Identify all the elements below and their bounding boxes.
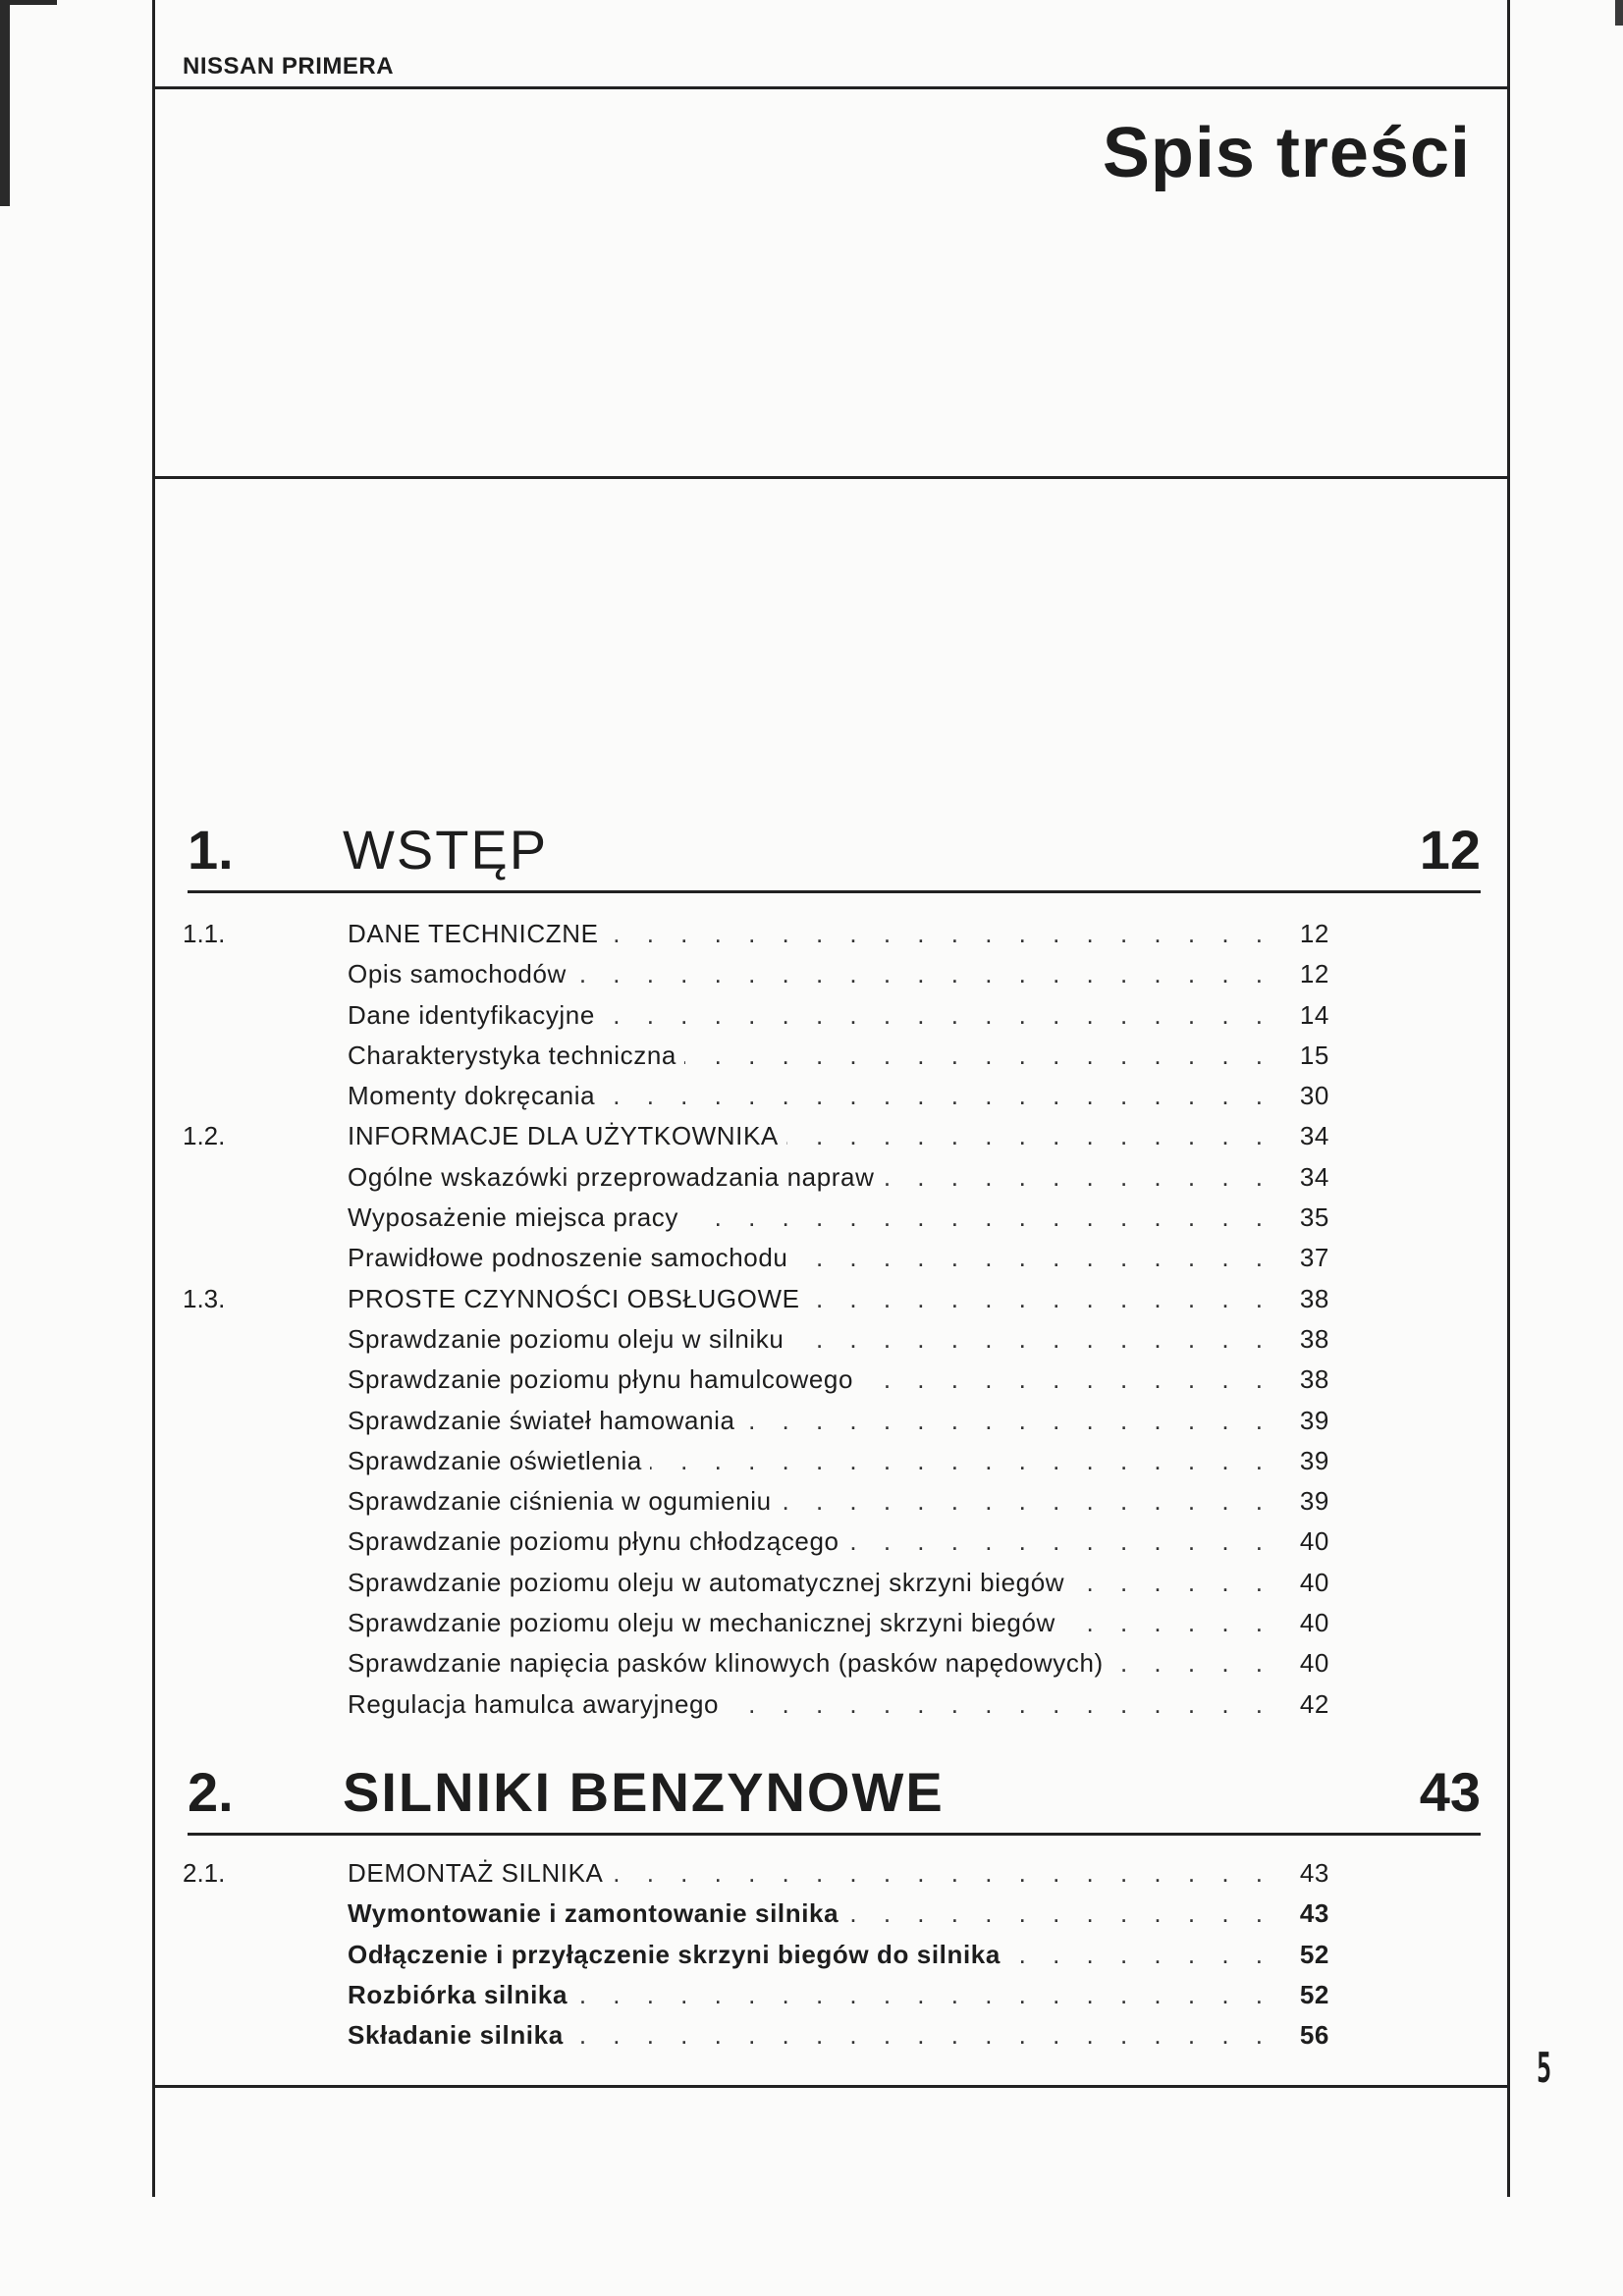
toc-entry-line [348, 1607, 1329, 1638]
dot-leader [575, 1979, 1272, 2010]
toc-entry-label: Sprawdzanie napięcia pasków klinowych (pasków napędowych) [348, 1648, 1104, 1679]
toc-entry-page: 40 [1299, 1526, 1329, 1557]
toc-entry-label: Sprawdzanie ciśnienia w ogumieniu [348, 1486, 772, 1517]
toc-entry-label: Odłączenie i przyłączenie skrzyni biegów do silnika [348, 1939, 1001, 1969]
toc-entry-page: 52 [1299, 1979, 1329, 2009]
chapter-page: 12 [1419, 819, 1481, 881]
toc-entry-page: 38 [1299, 1364, 1329, 1395]
dot-leader [780, 1485, 1272, 1517]
header-rule [152, 86, 1510, 89]
toc-entry-label: Ogólne wskazówki przeprowadzania napraw [348, 1161, 875, 1192]
chapter-heading-2 [188, 1755, 1481, 1836]
toc-entry-page: 12 [1299, 959, 1329, 989]
toc-entry-page: 40 [1299, 1608, 1329, 1638]
toc-section-number: 2.1. [183, 1858, 226, 1888]
toc-entry-line [348, 1283, 1329, 1314]
dot-leader [612, 1857, 1273, 1889]
toc-entry-line [348, 1939, 1329, 1970]
page-title: Spis treści [1102, 114, 1471, 192]
chapter-underline [188, 890, 1481, 893]
chapter-number: 2. [188, 1761, 234, 1823]
toc-entry-label: Rozbiórka silnika [348, 1979, 568, 2009]
toc-section-number: 1.1. [183, 919, 226, 948]
toc-entry-page: 40 [1299, 1567, 1329, 1597]
toc-entry-label: Sprawdzanie oświetlenia [348, 1445, 642, 1475]
dot-leader [791, 1323, 1272, 1355]
dot-leader [650, 1445, 1272, 1476]
toc-entry-line [348, 1405, 1329, 1436]
dot-leader [727, 1688, 1272, 1720]
toc-entry-page: 40 [1299, 1648, 1329, 1679]
toc-entry-line [348, 1688, 1329, 1720]
toc-entry-label: Momenty dokręcania [348, 1081, 596, 1111]
toc-entry-label: Składanie silnika [348, 2020, 564, 2051]
toc-entry-line [348, 1979, 1329, 2010]
dot-leader [607, 918, 1272, 949]
toc-entry-line [348, 1485, 1329, 1517]
toc-entry-page: 43 [1299, 1858, 1329, 1888]
toc-entry-line [348, 1567, 1329, 1598]
toc-entry-line [348, 1525, 1329, 1557]
dot-leader [846, 1897, 1272, 1929]
toc-entry-line [348, 1242, 1329, 1273]
toc-entry-page: 34 [1299, 1161, 1329, 1192]
chapter-heading-1 [188, 813, 1481, 893]
dot-leader [1072, 1567, 1272, 1598]
toc-section-number: 1.3. [183, 1283, 226, 1313]
scan-edge-shadow [0, 0, 10, 206]
running-header: NISSAN PRIMERA [183, 53, 395, 80]
toc-entry-label: Sprawdzanie poziomu oleju w silniku [348, 1323, 784, 1354]
dot-leader [603, 999, 1272, 1031]
toc-entry-label: DANE TECHNICZNE [348, 919, 599, 948]
toc-entry-line [348, 1363, 1329, 1395]
toc-entry-page: 34 [1299, 1121, 1329, 1151]
dot-leader [684, 1040, 1272, 1071]
dot-leader [1111, 1647, 1272, 1679]
toc-entry-line [348, 918, 1329, 949]
chapter-title: SILNIKI BENZYNOWE [343, 1761, 945, 1823]
toc-entry-label: Sprawdzanie poziomu oleju w mechanicznej skrzyni biegów [348, 1608, 1055, 1638]
dot-leader [571, 2019, 1272, 2051]
toc-entry-page: 39 [1299, 1405, 1329, 1435]
toc-entry-label: Sprawdzanie poziomu płynu chłodzącego [348, 1526, 839, 1557]
toc-entry-page: 56 [1299, 2020, 1329, 2051]
dot-leader [1063, 1607, 1272, 1638]
toc-entry-page: 30 [1299, 1081, 1329, 1111]
corner-scan-mark [1615, 0, 1623, 26]
toc-entry-page: 12 [1299, 919, 1329, 948]
toc-entry-label: INFORMACJE DLA UŻYTKOWNIKA [348, 1121, 779, 1151]
toc-entry-line [348, 1445, 1329, 1476]
toc-entry-page: 43 [1299, 1898, 1329, 1929]
toc-entry-page: 35 [1299, 1202, 1329, 1233]
toc-entry-line [348, 1897, 1329, 1929]
toc-entry-page: 39 [1299, 1486, 1329, 1517]
chapter-number: 1. [188, 819, 234, 881]
toc-entry-page: 39 [1299, 1445, 1329, 1475]
toc-entry-label: Sprawdzanie poziomu płynu hamulcowego [348, 1364, 854, 1395]
dot-leader [882, 1161, 1272, 1193]
dot-leader [808, 1283, 1272, 1314]
toc-entry-line [348, 1080, 1329, 1111]
toc-entry-label: Wyposażenie miejsca pracy [348, 1202, 679, 1233]
toc-entry-line [348, 1647, 1329, 1679]
toc-entry-label: Sprawdzanie poziomu oleju w automatycznej skrzyni biegów [348, 1567, 1065, 1597]
title-box-rule [152, 476, 1510, 479]
toc-entry-line [348, 1201, 1329, 1233]
dot-leader [786, 1120, 1272, 1151]
toc-entry-label: Opis samochodów [348, 959, 567, 989]
toc-entry-line [348, 1857, 1329, 1889]
scan-top-mark [0, 0, 57, 5]
toc-entry-page: 15 [1299, 1040, 1329, 1070]
page-number: 5 [1537, 2044, 1552, 2092]
toc-entry-label: PROSTE CZYNNOŚCI OBSŁUGOWE [348, 1283, 800, 1313]
toc-entry-line [348, 1040, 1329, 1071]
chapter-page: 43 [1419, 1761, 1481, 1823]
toc-entry-page: 38 [1299, 1283, 1329, 1313]
toc-entry-line [348, 999, 1329, 1031]
toc-entry-page: 38 [1299, 1323, 1329, 1354]
chapter-underline [188, 1833, 1481, 1836]
toc-entry-line [348, 1161, 1329, 1193]
dot-leader [686, 1201, 1272, 1233]
toc-section-number: 1.2. [183, 1121, 226, 1151]
footer-rule [152, 2085, 1510, 2088]
dot-leader [1008, 1939, 1272, 1970]
toc-entry-page: 37 [1299, 1243, 1329, 1273]
toc-entry-line [348, 1323, 1329, 1355]
toc-entry-label: Dane identyfikacyjne [348, 999, 595, 1030]
toc-entry-label: Charakterystyka techniczna [348, 1040, 676, 1070]
dot-leader [847, 1525, 1272, 1557]
toc-entry-label: Wymontowanie i zamontowanie silnika [348, 1898, 839, 1929]
dot-leader [603, 1080, 1272, 1111]
toc-entry-label: Prawidłowe podnoszenie samochodu [348, 1243, 788, 1273]
dot-leader [861, 1363, 1272, 1395]
frame-left-rule [152, 0, 155, 2197]
frame-right-rule [1507, 0, 1510, 2197]
toc-entry-label: Sprawdzanie świateł hamowania [348, 1405, 735, 1435]
dot-leader [795, 1242, 1272, 1273]
toc-entry-line [348, 958, 1329, 989]
toc-entry-page: 52 [1299, 1939, 1329, 1969]
chapter-title: WSTĘP [343, 819, 549, 881]
toc-entry-label: DEMONTAŻ SILNIKA [348, 1858, 604, 1888]
toc-entry-label: Regulacja hamulca awaryjnego [348, 1688, 720, 1719]
dot-leader [574, 958, 1272, 989]
dot-leader [743, 1405, 1272, 1436]
toc-entry-line [348, 2019, 1329, 2051]
toc-entry-page: 14 [1299, 999, 1329, 1030]
toc-entry-page: 42 [1299, 1688, 1329, 1719]
toc-entry-line [348, 1120, 1329, 1151]
